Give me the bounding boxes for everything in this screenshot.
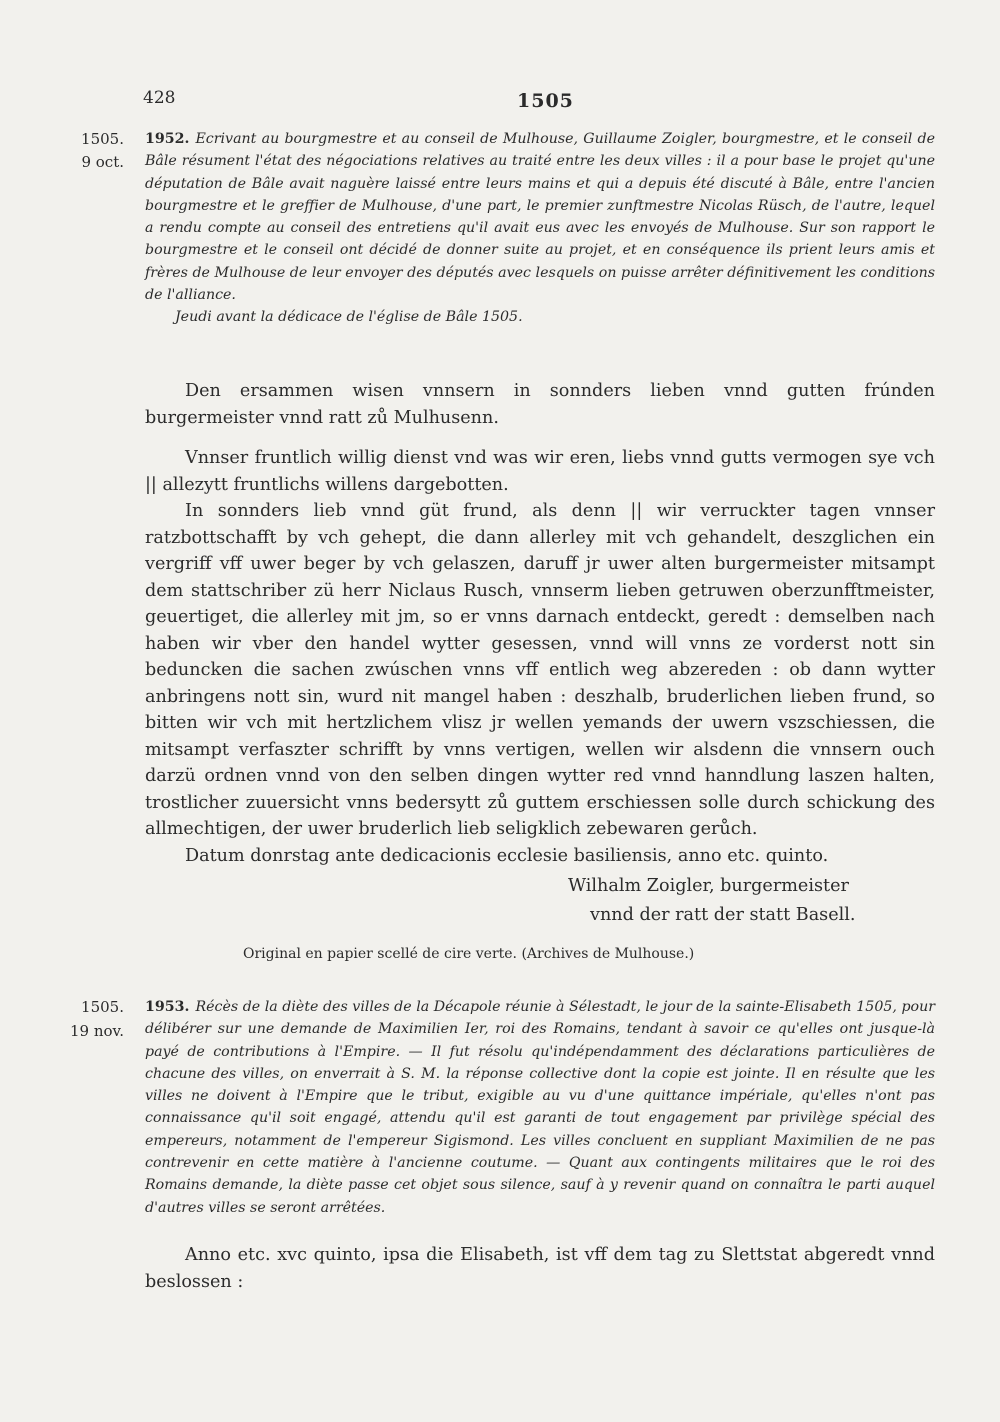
recess-body-1953 xyxy=(145,1242,935,1295)
summary-1953 xyxy=(145,996,935,1219)
signature-line-2: vnnd der ratt der statt Basell. xyxy=(590,905,856,925)
greeting-paragraph: Vnnser fruntlich willig dienst vnd was wir eren, liebs vnnd gutts vermogen sye vch || allezytt fruntlichs willens dargebotten. xyxy=(145,448,935,495)
margin-year-1953: 1505. xyxy=(81,998,124,1016)
letter-body-1952 xyxy=(145,378,935,869)
page-running-year: 1505 xyxy=(517,90,574,112)
address-paragraph: Den ersammen wisen vnnsern in sonnders lieben vnnd gutten frúnden burgermeister vnnd ratt zů Mulhusenn. xyxy=(145,381,935,428)
summary-text-1953: Récès de la diète des villes de la Décapole réunie à Sélestadt, le jour de la sainte-Elisabeth 1505, pour délibérer sur une demande de Maximilien Ier, roi des Romains, tendant à savoir ce qu'elles ont jusque-là payé de contributions à l'Empire. — Il fut résolu qu'indépendamment des déclarations particulières de chacune des villes, on enverrait à S. M. la réponse collective dont la copie est jointe. Il en résulte que les villes ne doivent à l'Empire que le tribut, exigible au vu d'une quittance impériale, qu'elles n'ont pas connaissance qu'il soit engagé, attendu qu'il est garanti de tout engagement par privilège spécial des empereurs, notamment de l'empereur Sigismond. Les villes concluent en suppliant Maximilien de ne pas contrevenir en cette matière à l'ancienne coutume. — Quant aux contingents militaires que le roi des Romains demande, la diète passe cet objet sous silence, sauf à y revenir quand on connaîtra le parti auquel d'autres villes se seront arrêtées. xyxy=(145,999,935,1216)
signature-line-1: Wilhalm Zoigler, burgermeister xyxy=(568,876,849,896)
document-number-1952: 1952. xyxy=(145,131,190,147)
recess-opening-paragraph: Anno etc. xvc quinto, ipsa die Elisabeth, ist vff dem tag zu Slettstat abgeredt vnnd beslossen : xyxy=(145,1245,935,1292)
document-number-1953: 1953. xyxy=(145,999,190,1015)
summary-text-1952: Ecrivant au bourgmestre et au conseil de Mulhouse, Guillaume Zoigler, bourgmestre, et le conseil de Bâle résument l'état des négociations relatives au traité entre les deux villes : il a pour base le projet qu'une députation de Bâle avait naguère laissé entre leurs mains et qui a depuis été discuté à Bâle, entre l'ancien bourgmestre et le greffier de Mulhouse, d'une part, le premier zunftmestre Nicolas Rüsch, de l'autre, lequel a rendu compte au conseil des entretiens qu'il avait eus avec les envoyés de Mulhouse. Sur son rapport le bourgmestre et le conseil ont décidé de donner suite au projet, et en conséquence ils prient leurs amis et frères de Mulhouse de leur envoyer des députés avec lesquels on puisse arrêter définitivement les conditions de l'alliance. xyxy=(145,131,935,304)
summary-1952 xyxy=(145,128,935,329)
main-paragraph: In sonnders lieb vnnd güt frund, als denn || wir verruckter tagen vnnser ratzbottschafft by vch gehept, die dann allerley mit vch gehandelt, deszglichen ein vergriff vff uwer beger by vch gelaszen, daruff jr uwer alten burgermeister mitsampt dem stattschriber zü herr Niclaus Rusch, vnnserm lieben getruwen oberzunfftmeister, geuertiget, die allerley mit jm, so er vnns darnach entdeckt, geredt : demselben nach haben wir vber den handel wytter gesessen, vnnd will vnns ze vorderst nott sin beduncken die sachen zwúschen vnns vff entlich weg abzereden : ob dann wytter anbringens nott sin, wurd nit mangel haben : deszhalb, bruderlichen lieben frund, so bitten wir vch mit hertzlichem vlisz jr wellen yemands der uwern vszschiessen, die mitsampt verfaszter schrifft by vnns vertigen, wellen wir alsdenn die vnnsern ouch darzü ordnen vnnd von den selben dingen wytter red vnnd hanndlung laszen halten, trostlicher zuuersicht vnns bedersytt zů guttem erschiessen solle durch schickung des allmechtigen, der uwer bruderlich lieb seligklich zebewaren gerůch. xyxy=(145,501,935,839)
summary-date-1952: Jeudi avant la dédicace de l'église de Bâle 1505. xyxy=(175,309,523,326)
page-number: 428 xyxy=(143,88,176,108)
margin-date-1953: 19 nov. xyxy=(69,1022,124,1040)
dating-paragraph: Datum donrstag ante dedicacionis ecclesie basiliensis, anno etc. quinto. xyxy=(185,845,829,866)
source-note-1952: Original en papier scellé de cire verte. (Archives de Mulhouse.) xyxy=(243,946,695,962)
margin-date-1952: 9 oct. xyxy=(81,153,124,171)
margin-year-1952: 1505. xyxy=(81,130,124,148)
